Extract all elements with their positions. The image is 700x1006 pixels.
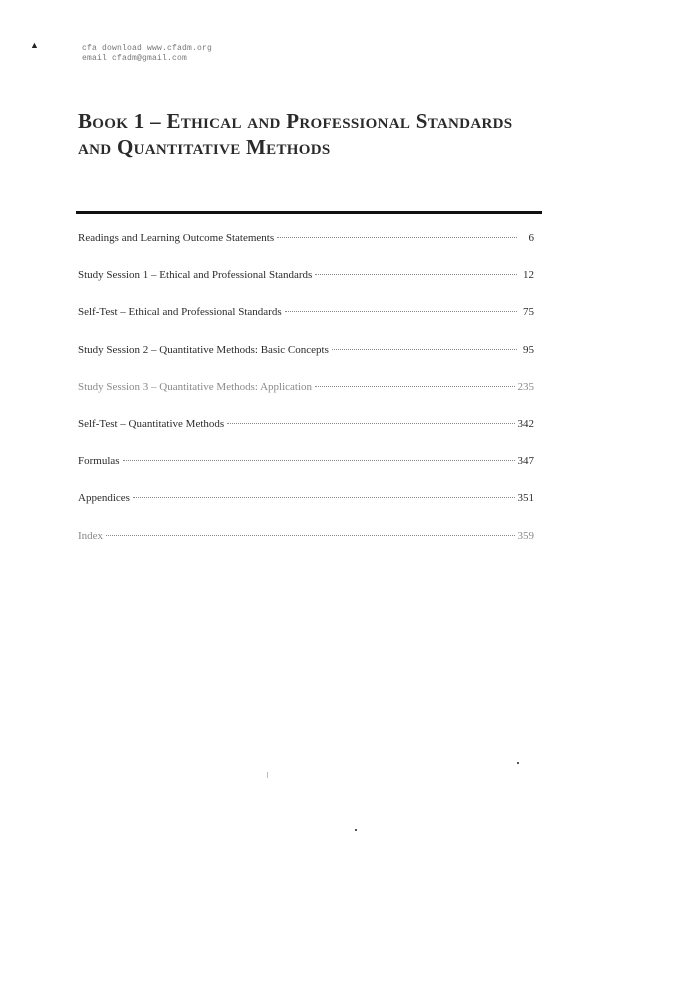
toc-label: Formulas	[78, 455, 120, 468]
book-title: Book 1 – Ethical and Professional Standards and Quantitative Methods	[78, 109, 513, 159]
toc-leader	[277, 237, 517, 238]
toc-page-number: 359	[517, 529, 534, 542]
toc-label: Self-Test – Quantitative Methods	[78, 417, 225, 430]
toc-label: Index	[78, 529, 104, 542]
toc-page-number: 351	[517, 492, 534, 505]
toc-entry-appendices[interactable]	[78, 492, 534, 510]
toc-leader	[332, 349, 517, 350]
corner-mark: ▲	[30, 40, 39, 50]
toc-entry-readings[interactable]	[78, 232, 534, 250]
header-note-line-2: email cfadm@gmail.com	[82, 54, 188, 63]
toc-page-number: 95	[523, 343, 534, 356]
toc-label: Study Session 2 – Quantitative Methods: Basic Concepts	[78, 343, 329, 356]
header-note-line-1: cfa download www.cfadm.org	[82, 44, 213, 53]
toc-leader	[123, 460, 515, 461]
toc-entry-study-session-2[interactable]	[78, 344, 534, 362]
toc-entry-index[interactable]	[78, 530, 534, 548]
toc-entry-study-session-1[interactable]	[78, 269, 534, 287]
toc-leader	[315, 386, 514, 387]
toc-page-number: 12	[523, 269, 534, 282]
toc-entry-self-test-quant[interactable]	[78, 418, 534, 436]
toc-leader	[133, 497, 515, 498]
title-rule	[76, 211, 542, 214]
scan-speck	[517, 762, 519, 764]
toc-leader	[315, 274, 517, 275]
toc-label: Study Session 1 – Ethical and Professional Standards	[78, 269, 313, 282]
toc-page-number: 342	[517, 417, 534, 430]
toc-leader	[285, 311, 517, 312]
toc-leader	[227, 423, 514, 424]
header-note	[82, 44, 212, 64]
scan-speck	[355, 829, 357, 831]
toc-page-number: 235	[517, 380, 534, 393]
toc-entry-self-test-ethics[interactable]	[78, 306, 534, 324]
toc-entry-formulas[interactable]	[78, 455, 534, 473]
table-of-contents	[78, 232, 534, 567]
toc-label: Readings and Learning Outcome Statements	[78, 232, 275, 244]
toc-label: Study Session 3 – Quantitative Methods: Application	[78, 380, 313, 393]
toc-entry-study-session-3[interactable]	[78, 381, 534, 399]
toc-page-number: 75	[523, 306, 534, 319]
toc-label: Self-Test – Ethical and Professional Standards	[78, 306, 282, 319]
toc-label: Appendices	[78, 492, 130, 505]
toc-leader	[106, 535, 514, 536]
scan-speck	[267, 772, 268, 778]
toc-page-number: 347	[517, 455, 534, 468]
toc-page-number: 6	[528, 232, 534, 244]
